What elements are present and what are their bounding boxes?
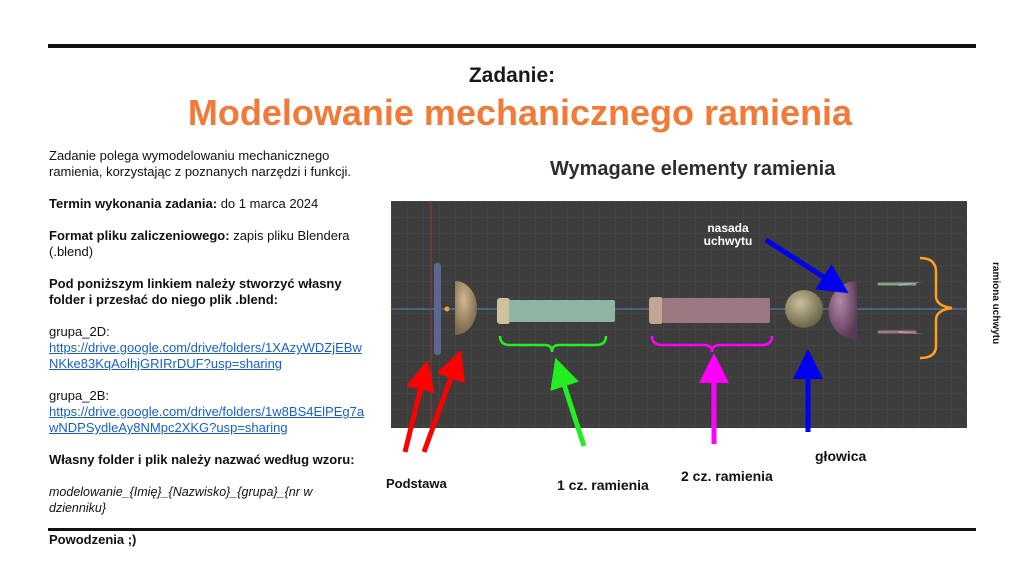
naming-pattern bbox=[49, 484, 367, 516]
part1-joint bbox=[497, 298, 510, 324]
label-glowica: głowica bbox=[815, 448, 867, 464]
folder-instruction-text: Pod poniższym linkiem należy stworzyć własny folder i przesłać do niego plik .blend: bbox=[49, 276, 342, 307]
blender-viewport-image bbox=[391, 201, 967, 428]
goodluck-text: Powodzenia ;) bbox=[49, 532, 137, 547]
figure-heading: Wymagane elementy ramienia bbox=[550, 158, 836, 180]
deadline-value: do 1 marca 2024 bbox=[217, 196, 319, 211]
deadline-label: Termin wykonania zadania: bbox=[49, 196, 218, 211]
base-disc bbox=[434, 263, 441, 355]
label-podstawa: Podstawa bbox=[386, 476, 447, 491]
naming-pattern-text: modelowanie_{Imię}_{Nazwisko}_{grupa}_{nr w dzienniku} bbox=[49, 485, 313, 515]
top-rule bbox=[48, 44, 976, 48]
head-sphere bbox=[785, 290, 823, 328]
part2-joint bbox=[649, 297, 663, 324]
group2-name: grupa_2B: bbox=[49, 388, 109, 403]
label-part2: 2 cz. ramienia bbox=[681, 468, 773, 484]
format-label: Format pliku zaliczeniowego: bbox=[49, 228, 230, 243]
format-value: zapis pliku Blendera (.blend) bbox=[49, 228, 350, 259]
part2-cylinder bbox=[662, 298, 770, 323]
group2-block bbox=[49, 388, 367, 436]
folder-instruction bbox=[49, 276, 367, 308]
group2-link[interactable]: https://drive.google.com/drive/folders/1w8BS4ElPEg7awNDPSydleAy8NMpc2XKG?usp=sharing bbox=[49, 404, 365, 435]
label-nasada: nasada uchwytu bbox=[703, 221, 753, 248]
naming-instruction-text: Własny folder i plik należy nazwać według wzoru: bbox=[49, 452, 355, 467]
origin-point bbox=[445, 307, 450, 312]
part1-cylinder bbox=[509, 300, 615, 322]
slide-title: Modelowanie mechanicznego ramienia bbox=[187, 92, 853, 133]
deadline-line bbox=[49, 196, 367, 212]
naming-instruction bbox=[49, 452, 367, 468]
intro-text: Zadanie polega wymodelowaniu mechanicznego ramienia, korzystając z poznanych narzędzi i funkcji. bbox=[49, 148, 352, 179]
group1-name: grupa_2D: bbox=[49, 324, 110, 339]
goodluck-line bbox=[49, 532, 367, 548]
task-description bbox=[49, 148, 367, 564]
group1-link[interactable]: https://drive.google.com/drive/folders/1XAzyWDZjEBwNKke83KqAolhjGRIRrDUF?usp=sharing bbox=[49, 340, 362, 371]
bottom-rule bbox=[48, 528, 976, 531]
group1-block bbox=[49, 324, 367, 372]
label-ramiona: ramiona uchwytu bbox=[990, 262, 1001, 345]
slide-subtitle: Zadanie: bbox=[468, 64, 556, 87]
label-part1: 1 cz. ramienia bbox=[557, 477, 649, 493]
format-line bbox=[49, 228, 367, 260]
